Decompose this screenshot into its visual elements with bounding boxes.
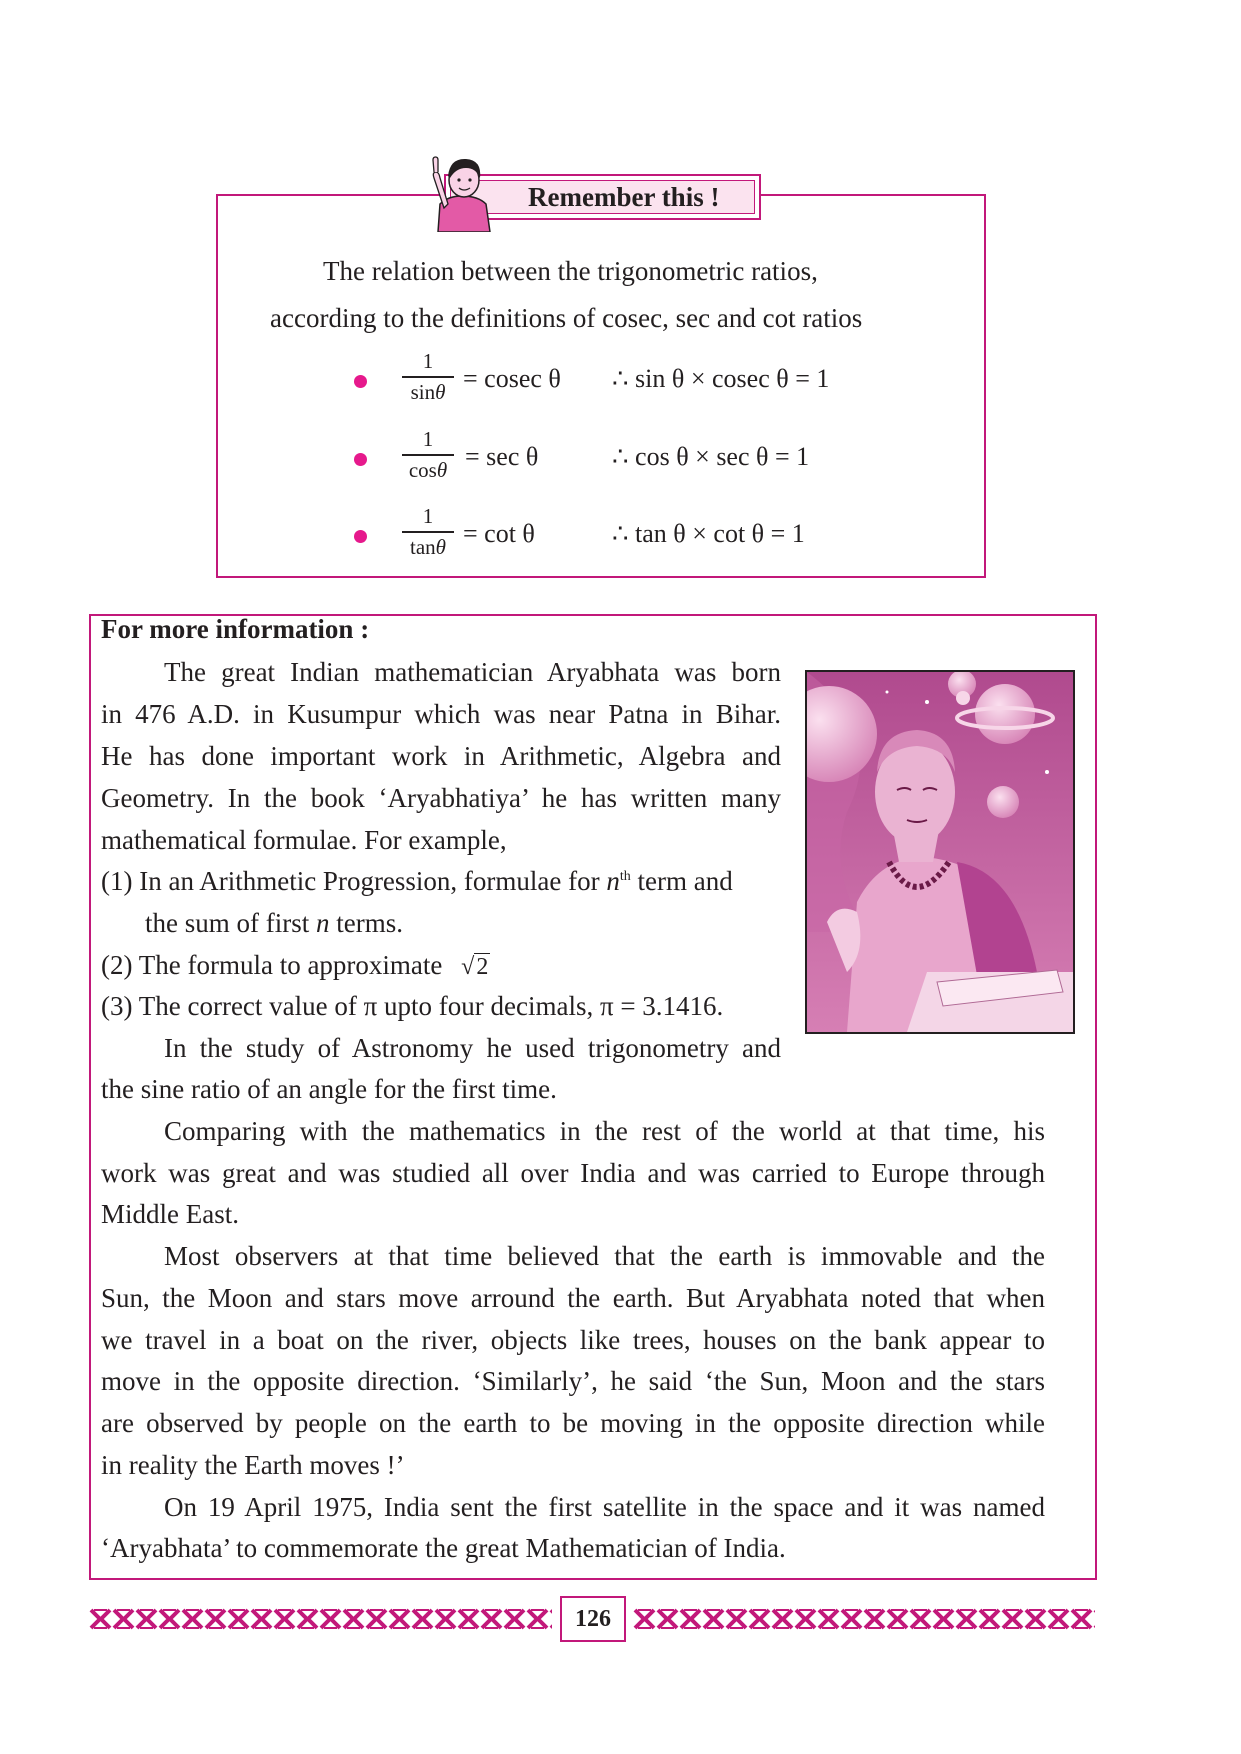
info-heading: For more information : [101, 614, 370, 644]
reciprocal-equals-cot: = cot θ [463, 519, 535, 548]
paragraph-line: Sun, the Moon and stars move arround the earth. But Aryabhata noted that when [101, 1283, 1045, 1313]
identity-tan-cot: ∴ tan θ × cot θ = 1 [612, 519, 805, 548]
remember-title: Remember this ! [528, 182, 720, 212]
fraction-denominator: tanθ [410, 534, 446, 559]
paragraph-line: Geometry. In the book ‘Aryabhatiya’ he has written many [101, 783, 781, 813]
paragraph-line: are observed by people on the earth to be moving in the opposite direction while [101, 1408, 1045, 1438]
fraction-denominator: sinθ [410, 379, 446, 404]
page-number: 126 [575, 1606, 611, 1632]
footer-ornament-left [89, 1607, 552, 1631]
paragraph-line: the sine ratio of an angle for the first time. [101, 1074, 557, 1104]
fraction-numerator: 1 [422, 427, 434, 451]
paragraph-line: In the study of Astronomy he used trigonometry and [164, 1033, 781, 1063]
aryabhata-portrait-illustration [807, 672, 1073, 1032]
bullet-icon [354, 453, 367, 466]
aryabhata-portrait [805, 670, 1075, 1034]
list-item-2: (2) The formula to approximate √2 [101, 950, 489, 980]
paragraph-line: Middle East. [101, 1199, 239, 1229]
paragraph-line: The great Indian mathematician Aryabhata was born [164, 657, 781, 687]
fraction-1-over-sin [402, 349, 454, 404]
fraction-1-over-cos [402, 427, 454, 482]
fraction-1-over-tan [402, 504, 454, 559]
paragraph-line: He has done important work in Arithmetic, Algebra and [101, 741, 781, 771]
footer-ornament-right [633, 1607, 1095, 1631]
paragraph-line: in reality the Earth moves !’ [101, 1450, 405, 1480]
fraction-numerator: 1 [422, 504, 434, 528]
reciprocal-equals-cosec: = cosec θ [463, 364, 561, 393]
paragraph-line: Most observers at that time believed that the earth is immovable and the [164, 1241, 1045, 1271]
fraction-denominator: cosθ [408, 457, 448, 482]
remember-intro-line-2: according to the definitions of cosec, sec and cot ratios [270, 303, 863, 333]
fraction-numerator: 1 [422, 349, 434, 373]
fraction-bar [402, 531, 454, 533]
paragraph-line: in 476 A.D. in Kusumpur which was near Patna in Bihar. [101, 699, 781, 729]
bullet-icon [354, 375, 367, 388]
paragraph-line: work was great and was studied all over India and was carried to Europe through [101, 1158, 1045, 1188]
paragraph-line: we travel in a boat on the river, objects like trees, houses on the bank appear to [101, 1325, 1045, 1355]
bullet-icon [354, 530, 367, 543]
paragraph-line: ‘Aryabhata’ to commemorate the great Mathematician of India. [101, 1533, 786, 1563]
identity-sin-cosec: ∴ sin θ × cosec θ = 1 [612, 364, 830, 393]
remember-intro-line-1: The relation between the trigonometric ratios, [323, 256, 818, 286]
boy-pointing-figure [420, 148, 502, 232]
fraction-bar [402, 376, 454, 378]
paragraph-line: Comparing with the mathematics in the rest of the world at that time, his [164, 1116, 1045, 1146]
reciprocal-equals-sec: = sec θ [465, 442, 539, 471]
list-item-3: (3) The correct value of π upto four decimals, π = 3.1416. [101, 991, 724, 1021]
square-root-symbol: √2 [461, 954, 489, 980]
paragraph-line: mathematical formulae. For example, [101, 825, 507, 855]
page-number-box [560, 1596, 626, 1642]
paragraph-line: move in the opposite direction. ‘Similarly’, he said ‘the Sun, Moon and the stars [101, 1366, 1045, 1396]
list-item-1: (1) In an Arithmetic Progression, formulae for $n^{th}$ term and [101, 866, 733, 896]
identity-cos-sec: ∴ cos θ × sec θ = 1 [612, 442, 810, 471]
list-item-1-continued: the sum of first n terms. [145, 908, 403, 938]
fraction-bar [402, 454, 454, 456]
paragraph-line: On 19 April 1975, India sent the first satellite in the space and it was named [164, 1492, 1045, 1522]
remember-box [216, 194, 986, 578]
